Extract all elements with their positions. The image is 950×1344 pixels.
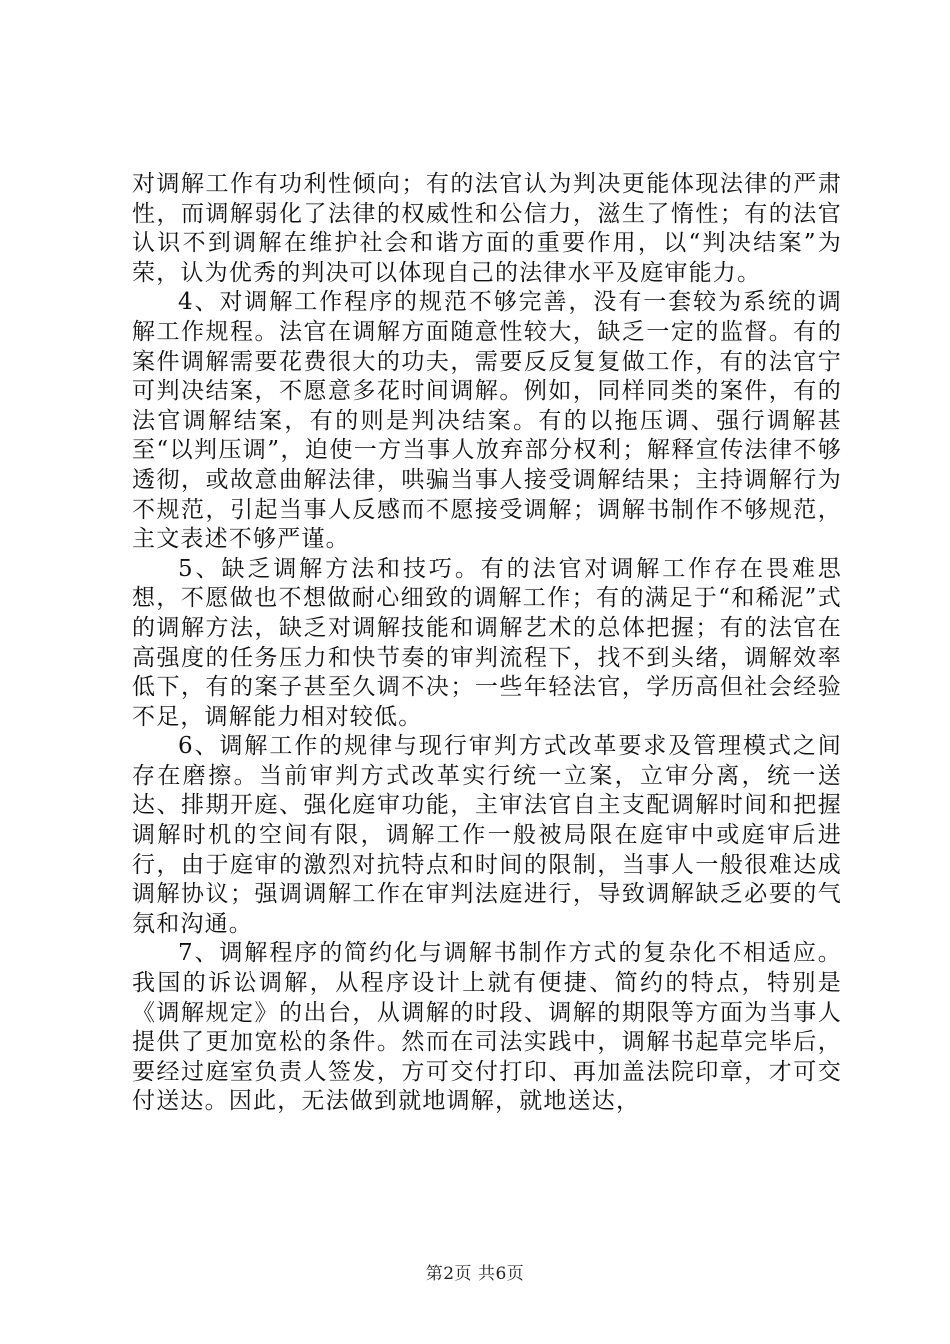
paragraph-item-7: 7、调解程序的简约化与调解书制作方式的复杂化不相适应。我国的诉讼调解，从程序设计上就有便捷、简约的特点，特别是《调解规定》的出台，从调解的时段、调解的期限等方面为当事人提供了更加宽松的条件。然而在司法实践中，调解书起草完毕后，要经过庭室负责人签发，方可交付打印、再加盖法院印章，才可交付送达。因此，无法做到就地调解，就地送达， [132,940,842,1115]
page-number-footer: 第2页 共6页 [425,1264,525,1284]
paragraph-item-4: 4、对调解工作程序的规范不够完善，没有一套较为系统的调解工作规程。法官在调解方面随意性较大，缺乏一定的监督。有的案件调解需要花费很大的功夫，需要反反复复做工作，有的法官宁可判决结案，不愿意多花时间调解。例如，同样同类的案件，有的法官调解结案，有的则是判决结案。有的以拖压调、强行调解甚至“以判压调”，迫使一方当事人放弃部分权利；解释宣传法律不够透彻，或故意曲解法律，哄骗当事人接受调解结果；主持调解行为不规范，引起当事人反感而不愿接受调解；调解书制作不够规范，主文表述不够严谨。 [132,289,842,553]
paragraph-continuation: 对调解工作有功利性倾向；有的法官认为判决更能体现法律的严肃性，而调解弱化了法律的权威性和公信力，滋生了惰性；有的法官认识不到调解在维护社会和谐方面的重要作用，以“判决结案”为荣，认为优秀的判决可以体现自己的法律水平及庭审能力。 [132,171,842,286]
paragraph-item-5: 5、缺乏调解方法和技巧。有的法官对调解工作存在畏难思想，不愿做也不想做耐心细致的调解工作；有的满足于“和稀泥”式的调解方法，缺乏对调解技能和调解艺术的总体把握；有的法官在高强度的任务压力和快节奏的审判流程下，找不到头绪，调解效率低下，有的案子甚至久调不决；一些年轻法官，学历高但社会经验不足，调解能力相对较低。 [132,555,842,730]
document-body [132,170,842,1117]
paragraph-item-6: 6、调解工作的规律与现行审判方式改革要求及管理模式之间存在磨擦。当前审判方式改革实行统一立案，立审分离，统一送达、排期开庭、强化庭审功能，主审法官自主支配调解时间和把握调解时机的空间有限，调解工作一般被局限在庭审中或庭审后进行，由于庭审的激烈对抗特点和时间的限制，当事人一般很难达成调解协议；强调调解工作在审判法庭进行，导致调解缺乏必要的气氛和沟通。 [132,733,842,937]
